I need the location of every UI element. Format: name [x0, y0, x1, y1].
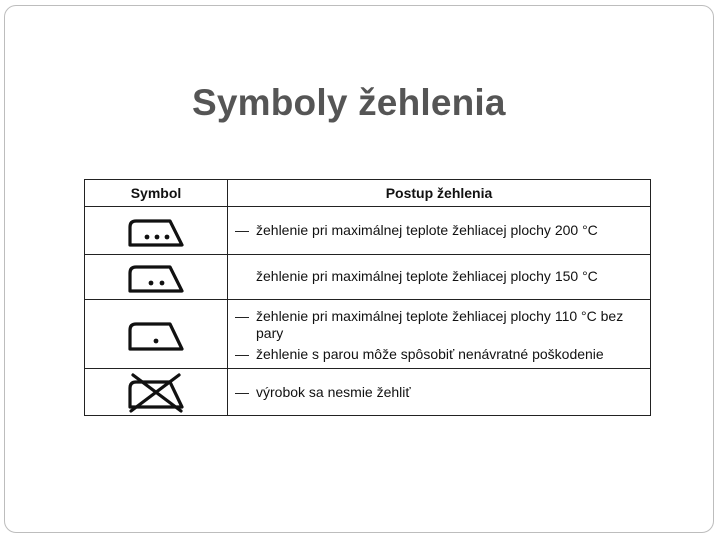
bullet-dash: — — [235, 308, 249, 324]
header-symbol: Symbol — [85, 180, 228, 207]
description-cell — [228, 300, 651, 369]
description-line — [228, 346, 650, 363]
iron-one-dot-icon — [124, 315, 188, 353]
table-row — [85, 300, 651, 369]
description-text: žehlenie pri maximálnej teplote žehliacej plochy 110 °C bez pary — [256, 308, 624, 341]
bullet-dash: — — [235, 384, 249, 400]
symbol-cell — [85, 207, 228, 255]
description-cell — [228, 255, 651, 300]
description-cell — [228, 207, 651, 255]
table-header-row — [85, 180, 651, 207]
table-row — [85, 255, 651, 300]
bullet-dash: — — [235, 346, 249, 362]
description-line — [228, 222, 650, 239]
description-text: výrobok sa nesmie žehliť — [256, 384, 411, 400]
description-text: žehlenie pri maximálnej teplote žehliacej plochy 150 °C — [256, 268, 598, 284]
table-row — [85, 369, 651, 416]
slide-title: Symboly žehlenia — [192, 82, 506, 123]
iron-three-dots-icon — [124, 213, 188, 249]
iron-two-dots-icon — [124, 259, 188, 295]
table-row — [85, 207, 651, 255]
description-line — [228, 308, 650, 342]
bullet-dash: — — [235, 222, 249, 238]
iron-crossed-out-icon — [121, 371, 191, 413]
symbol-cell — [85, 255, 228, 300]
description-text: žehlenie s parou môže spôsobiť nenávratné poškodenie — [256, 346, 604, 362]
description-cell — [228, 369, 651, 416]
description-text: žehlenie pri maximálnej teplote žehliacej plochy 200 °C — [256, 222, 598, 238]
symbol-cell — [85, 369, 228, 416]
header-procedure: Postup žehlenia — [228, 180, 651, 207]
description-line — [228, 384, 650, 401]
description-line — [228, 268, 650, 285]
symbol-cell — [85, 300, 228, 369]
ironing-symbols-table — [84, 179, 651, 416]
